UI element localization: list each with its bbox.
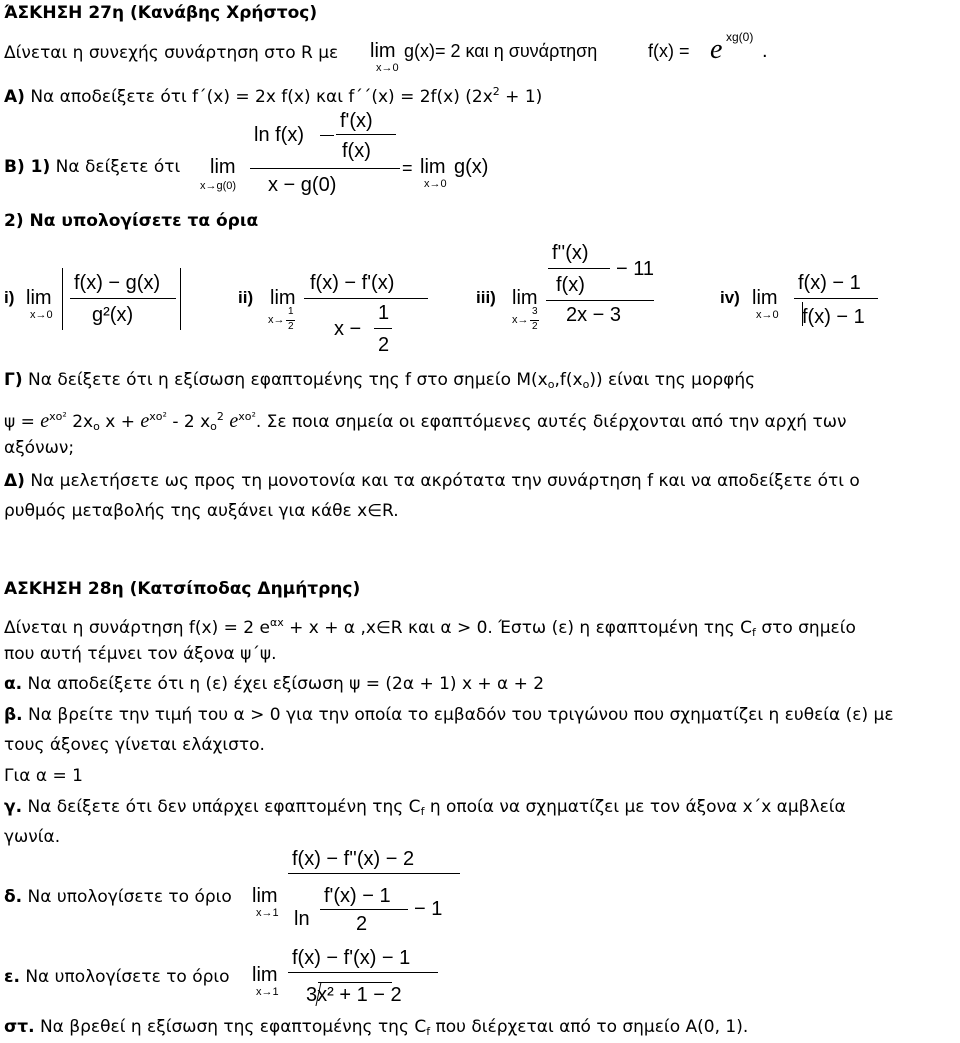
ex28-d-label: δ.	[4, 887, 23, 907]
psi-term1-x: x +	[99, 412, 135, 432]
ex27-part-a-sup: 2	[492, 85, 500, 98]
psi-e2-exp: xο²	[149, 410, 167, 423]
ex28-g-sub: f	[420, 805, 425, 818]
b1-inner-bot: f(x)	[342, 140, 371, 162]
lim-i-label: i)	[4, 288, 15, 307]
d-den-bot: 2	[356, 913, 368, 935]
lim-iv-num: f(x) − 1	[798, 272, 861, 294]
lim-iii-sub-top: 3	[532, 306, 538, 317]
e-den: 3x² + 1 − 2	[306, 984, 402, 1006]
ex27-part-a-label: Α)	[4, 87, 25, 107]
ex28-intro-end: στο σημείο	[755, 618, 856, 638]
c-mid: ,f(x	[554, 370, 583, 390]
ex28-g-line2: γωνία.	[4, 827, 61, 847]
d-den-minus: − 1	[414, 898, 443, 920]
ex28-alpha-line: Για α = 1	[4, 766, 83, 786]
ex28-e-text: Να υπολογίσετε το όριο	[19, 967, 230, 987]
b1-lim: lim	[210, 156, 236, 178]
b1-rhs-sub: x→0	[424, 178, 447, 190]
psi-e1: e	[40, 410, 50, 432]
b1-inner-top: f'(x)	[340, 110, 373, 132]
psi-after: . Σε ποια σημεία οι εφαπτόμενες αυτές διέρχονται από την αρχή των	[255, 412, 847, 432]
lim-ii-label: ii)	[238, 288, 254, 307]
ex27-intro-end: .	[762, 40, 768, 62]
ex27-part-b1-text: Να δείξετε ότι	[55, 157, 181, 177]
lim-ii-den-bot: 2	[378, 334, 390, 356]
ex27-intro-f: f(x) =	[648, 41, 690, 61]
c-sub1: ο	[547, 378, 555, 391]
ex28-part-d	[4, 886, 232, 908]
b1-rhs: g(x)	[454, 156, 489, 178]
lim-iv-label: iv)	[720, 288, 740, 307]
ex27-intro-g: g(x)= 2 και η συνάρτηση	[404, 41, 598, 61]
ex28-part-b	[4, 704, 894, 726]
ex28-b-label: β.	[4, 705, 23, 725]
lim-ii-den-x: x −	[334, 318, 362, 340]
ex28-g-end: η οποία να σχηματίζει με τον άξονα x΄x αμβλεία	[424, 797, 846, 817]
e-lim-sub: x→1	[256, 986, 279, 998]
ex27-part-c-label: Γ)	[4, 370, 23, 390]
psi-minus-sup: 2	[216, 410, 224, 423]
ex28-st-text: Να βρεθεί η εξίσωση της εφαπτομένης της C	[34, 1017, 427, 1037]
ex27-intro-e: e	[710, 34, 723, 65]
lim-ii-sub: x→	[268, 314, 285, 326]
ex27-intro-exp: xg(0)	[726, 30, 754, 44]
ex28-a-text: Να αποδείξετε ότι η (ε) έχει εξίσωση ψ = (2α + 1) x + α + 2	[22, 674, 545, 694]
ex28-e-label: ε.	[4, 967, 20, 987]
ex28-part-g	[4, 796, 846, 823]
ex27-part-b1-label: Β) 1)	[4, 157, 51, 177]
ex27-part-a	[4, 81, 542, 108]
lim-ii-num: f(x) − f'(x)	[310, 272, 395, 294]
b1-lim-sub: x→g(0)	[200, 180, 237, 192]
lim-iii-minus: − 11	[616, 258, 654, 280]
b1-ln: ln f(x)	[254, 124, 304, 146]
ex27-part-c-text: Να δείξετε ότι η εξίσωση εφαπτομένης της f στο σημείο Μ(x	[28, 370, 548, 390]
ex28-intro-sub: f	[752, 626, 756, 639]
ex28-st-sub: f	[426, 1025, 431, 1038]
exercise-28-title: ΑΣΚΗΣΗ 28η (Κατσίποδας Δημήτρης)	[4, 579, 361, 599]
ex28-d-text: Να υπολογίσετε το όριο	[22, 887, 232, 907]
ex27-psi-line	[4, 406, 846, 438]
ex27-part-a-end: + 1)	[499, 87, 543, 107]
ex27-intro-lim-sub: x→0	[376, 62, 399, 74]
d-num: f(x) − f''(x) − 2	[292, 848, 415, 870]
ex27-d-line2: ρυθμός μεταβολής της αυξάνει για κάθε x∈R.	[4, 501, 399, 521]
d-lim-sub: x→1	[256, 907, 279, 919]
b1-rhs-lim: lim	[420, 156, 446, 178]
lim-i-den: g²(x)	[92, 304, 134, 326]
ex28-intro-exp: αx	[269, 616, 284, 629]
d-lim: lim	[252, 885, 278, 907]
lim-iii-label: iii)	[476, 288, 496, 307]
ex27-intro	[4, 42, 338, 64]
ex28-st-end: που διέρχεται από το σημείο Α(0, 1).	[430, 1017, 749, 1037]
lim-iii-inner-top: f''(x)	[552, 242, 589, 264]
e-lim: lim	[252, 964, 278, 986]
lim-iii-lim: lim	[512, 287, 538, 309]
ex27-c-line2: αξόνων;	[4, 438, 75, 458]
ex28-part-st	[4, 1016, 748, 1043]
psi-e3-exp: xο²	[238, 410, 256, 423]
ex27-part-c	[4, 369, 755, 396]
ex28-intro-line2: που αυτή τέμνει τον άξονα ψ΄ψ.	[4, 644, 277, 664]
psi-term1-sub: ο	[93, 420, 100, 433]
ex27-part-b1	[4, 156, 180, 178]
lim-iii-sub-bot: 2	[532, 321, 538, 332]
ex28-part-a	[4, 673, 544, 695]
c-sub2: ο	[582, 378, 590, 391]
b1-eq: =	[402, 158, 413, 178]
psi-term1: 2x	[72, 412, 94, 432]
lim-ii-sub-bot: 2	[288, 321, 294, 332]
ex27-part-d	[4, 470, 860, 492]
ex28-intro	[4, 612, 856, 644]
psi-minus-sub: ο	[210, 420, 217, 433]
lim-i-num: f(x) − g(x)	[74, 272, 161, 294]
ex28-b-line2: τους άξονες γίνεται ελάχιστο.	[4, 735, 265, 755]
ex28-g-text: Να δείξετε ότι δεν υπάρχει εφαπτομένη της C	[22, 797, 421, 817]
c-end: )) είναι της μορφής	[589, 370, 756, 390]
ex28-b-text: Να βρείτε την τιμή του α > 0 για την οποία το εμβαδόν του τριγώνου που σχηματίζει η ευθεία (ε) με	[22, 705, 894, 725]
lim-ii-lim: lim	[270, 287, 296, 309]
psi-minus: - 2 x	[172, 412, 211, 432]
ex28-intro-pre: Δίνεται η συνάρτηση f(x) = 2 e	[4, 618, 270, 638]
psi-e1-exp: xο²	[49, 410, 67, 423]
lim-i-lim: lim	[26, 287, 52, 309]
ex27-part-a-text: Να αποδείξετε ότι f΄(x) = 2x f(x) και f΄΄(x) = 2f(x) (2x	[30, 87, 493, 107]
psi-e2: e	[140, 410, 150, 432]
lim-iii-den: 2x − 3	[566, 304, 622, 326]
ex28-part-e	[4, 966, 230, 988]
psi-lhs: ψ =	[4, 412, 35, 432]
lim-iv-den: f(x) − 1	[802, 306, 865, 328]
ex28-g-label: γ.	[4, 797, 23, 817]
ex28-intro-mid: + x + α ,x∈R και α > 0. Έστω (ε) η εφαπτομένη της C	[283, 618, 753, 638]
ex27-part-d-text: Να μελετήσετε ως προς τη μονοτονία και τα ακρότατα την συνάρτηση f και να αποδείξετε ότι ο	[30, 471, 860, 491]
d-den-top: f'(x) − 1	[324, 885, 391, 907]
ex28-st-label: στ.	[4, 1017, 35, 1037]
b1-den: x − g(0)	[268, 174, 337, 196]
e-num: f(x) − f'(x) − 1	[292, 947, 411, 969]
ex27-part-d-label: Δ)	[4, 471, 25, 491]
lim-i-sub: x→0	[30, 309, 53, 321]
lim-iv-lim: lim	[752, 287, 778, 309]
ex28-a-label: α.	[4, 674, 23, 694]
lim-ii-den-top: 1	[378, 302, 390, 324]
exercise-27-title: ΆΣΚΗΣΗ 27η (Κανάβης Χρήστος)	[4, 3, 318, 23]
lim-iii-sub: x→	[512, 314, 529, 326]
lim-iv-sub: x→0	[756, 309, 779, 321]
lim-ii-sub-top: 1	[288, 306, 294, 317]
ex27-intro-text: Δίνεται η συνεχής συνάρτηση στο R με	[4, 43, 339, 63]
ex27-part-b2: 2) Να υπολογίσετε τα όρια	[4, 211, 259, 231]
psi-e3: e	[229, 410, 239, 432]
ex27-intro-lim: lim	[370, 40, 396, 62]
lim-iii-inner-bot: f(x)	[556, 274, 585, 296]
d-den-ln: ln	[294, 908, 310, 930]
